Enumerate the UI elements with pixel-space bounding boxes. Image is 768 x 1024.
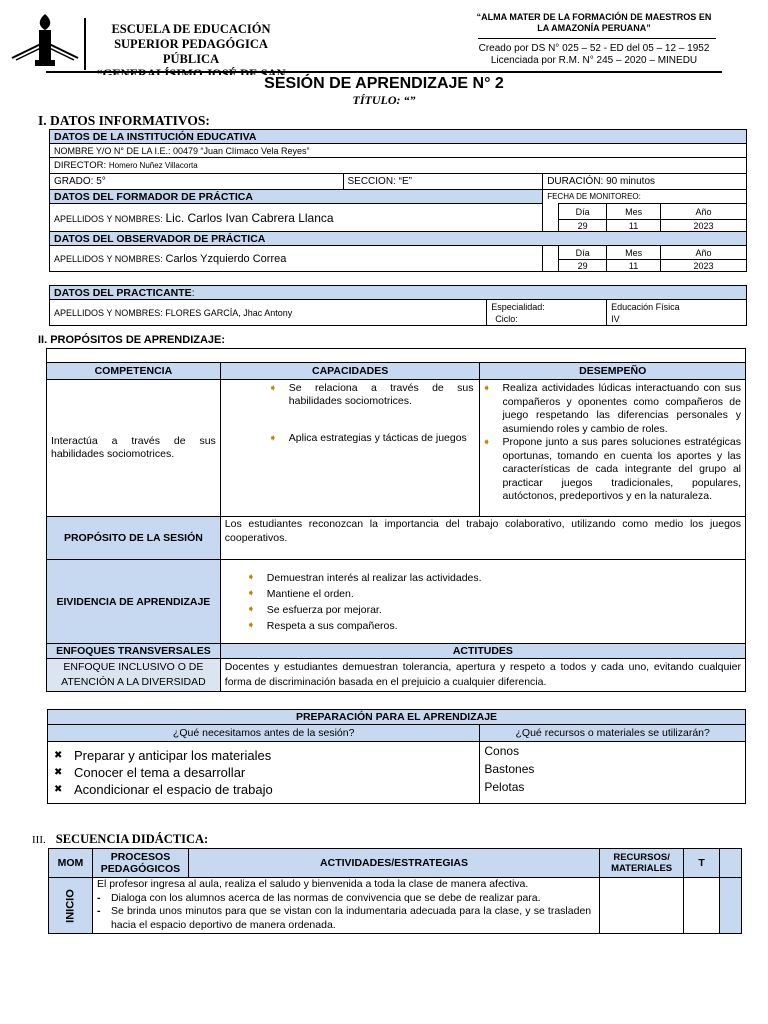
date2-day: 29: [559, 260, 607, 272]
evidencia-text: Demuestran interés al realizar las actividades.: [266, 571, 482, 584]
arrow-bullet-icon: ➧: [482, 437, 491, 448]
page-title: SESIÓN DE APRENDIZAJE N° 2: [264, 75, 504, 92]
col-mom: MOM: [49, 849, 93, 878]
creation-decree: Creado por DS N° 025 – 52 - ED del 05 – 12 – 1952: [478, 43, 710, 54]
school-name-line1: ESCUELA DE EDUCACIÓN: [111, 22, 271, 36]
especialidad-value: Educación Física: [611, 301, 680, 312]
x-bullet-icon: ✖: [54, 784, 63, 795]
col-recursos: ¿Qué recursos o materiales se utilizarán?: [480, 725, 746, 742]
mom-inicio-label: INICIO: [64, 888, 77, 923]
evidencia-text: Se esfuerza por mejorar.: [266, 603, 382, 616]
school-name: [86, 22, 296, 75]
col-actividades: ACTIVIDADES/ESTRATEGIAS: [188, 849, 599, 878]
desempeno-text: Realiza actividades lúdicas interactuando con sus compañeros y oponentes como compañeros de juego respetando las diferencias personales y asumiendo roles y cambio de roles.: [502, 382, 741, 435]
observador-row: [50, 246, 543, 272]
section-heading-datos: I. DATOS INFORMATIVOS:: [38, 113, 210, 128]
director-row: [50, 158, 747, 174]
antes-text: Preparar y anticipar los materiales: [74, 748, 272, 763]
antes-text: Conocer el tema a desarrollar: [74, 765, 246, 780]
dia-label: Día: [559, 204, 607, 220]
practicante-header-colon: :: [191, 286, 195, 299]
dash-bullet-icon: -: [96, 905, 101, 917]
mom-inicio: [49, 878, 93, 934]
motto: “ALMA MATER DE LA FORMACIÓN DE MAESTROS EN LA AMAZONÍA PERUANA”: [476, 12, 712, 33]
observador-name: Carlos Yzquierdo Correa: [165, 252, 287, 265]
fecha-monitoreo-label: FECHA DE MONITOREO:: [543, 190, 747, 204]
actividad-item: [97, 892, 591, 906]
date1-year: 2023: [661, 220, 747, 232]
duracion: DURACIÓN: 90 minutos: [543, 174, 747, 190]
date2-year: 2023: [661, 260, 747, 272]
desempeno-text: Propone junto a sus pares soluciones estratégicas oportunas, tomando en cuenta los aportes y las características de cada integrante del grupo al practicar juegos tradicionales, populares, autóctonos, predeportivos y en la naturaleza.: [502, 436, 741, 502]
col-capacidades: CAPACIDADES: [220, 363, 480, 380]
evidencia-label: EIVIDENCIA DE APRENDIZAJE: [47, 560, 221, 644]
actitudes-label: ACTITUDES: [220, 644, 745, 659]
extra-empty: [720, 878, 742, 934]
actividad-item: [97, 905, 591, 932]
x-bullet-icon: ✖: [54, 750, 63, 761]
actividad-text: Dialoga con los alumnos acerca de las normas de convivencia que se debe de realizar para.: [110, 891, 541, 904]
preparacion-table: [47, 709, 746, 804]
section-number: III.: [32, 834, 46, 846]
proposito-text: Los estudiantes reconozcan la importancia del trabajo colaborativo, utilizando como medio los juegos cooperativos.: [220, 517, 745, 560]
x-bullet-icon: ✖: [54, 767, 63, 778]
seccion: SECCION: “E”: [343, 174, 543, 190]
col-procesos: PROCESOS PEDAGÓGICOS: [92, 849, 188, 878]
actividad-intro: El profesor ingresa al aula, realiza el saludo y bienvenida a toda la clase de manera afectiva.: [96, 878, 529, 890]
desempeno-item: [482, 436, 741, 504]
evidencia-item: [247, 602, 741, 618]
institution-name: NOMBRE Y/O N° DE LA I.E.: 00479 “Juan Clímaco Vela Reyes”: [50, 144, 747, 158]
evidencia-item: [247, 586, 741, 602]
competencia-cell: Interactúa a través de sus habilidades sociomotrices.: [47, 380, 221, 517]
capacidades-cell: [220, 380, 480, 517]
especialidad-label: Especialidad:: [491, 301, 545, 312]
capacidad-text: Se relaciona a través de sus habilidades sociomotrices.: [288, 382, 474, 407]
mes-label: Mes: [607, 204, 661, 220]
evidencia-list: [247, 570, 741, 634]
secuencia-table: [48, 848, 742, 934]
antes-item: [54, 747, 475, 764]
dia-label: Día: [559, 246, 607, 260]
license: Licenciada por R.M. N° 245 – 2020 – MINEDU: [490, 55, 698, 66]
capacidad-item: [269, 432, 474, 445]
evidencia-item: [247, 570, 741, 586]
enfoques-label: ENFOQUES TRANSVERSALES: [47, 644, 221, 659]
arrow-bullet-icon: ➧: [268, 383, 278, 394]
anio-label: Año: [661, 246, 747, 260]
recurso-item: Bastones: [484, 762, 535, 776]
arrow-bullet-icon: ➧: [246, 619, 256, 631]
col-extra: [720, 849, 742, 878]
ciclo-value: IV: [611, 313, 620, 324]
arrow-bullet-icon: ➧: [482, 383, 491, 394]
practicante-header: [50, 286, 747, 300]
antes-list: [54, 747, 475, 798]
section-heading-secuencia: [32, 832, 208, 847]
enfoque-value: ENFOQUE INCLUSIVO O DE ATENCIÓN A LA DIVERSIDAD: [47, 659, 221, 692]
capacidad-item: [269, 382, 474, 408]
page-subtitle: TÍTULO: “”: [352, 93, 416, 107]
datos-informativos-table: [49, 129, 747, 272]
school-name-line2: SUPERIOR PEDAGÓGICA PÚBLICA: [114, 37, 268, 66]
formador-header: DATOS DEL FORMADOR DE PRÁCTICA: [50, 190, 543, 204]
antes-text: Acondicionar el espacio de trabajo: [74, 782, 273, 797]
capacidades-list: [269, 382, 474, 445]
inst-header: DATOS DE LA INSTITUCIÓN EDUCATIVA: [50, 130, 747, 144]
section-title: SECUENCIA DIDÁCTICA:: [55, 832, 209, 846]
actividad-text: Se brinda unos minutos para que se vistan con la indumentaria adecuada para la clase, y se trasladen hacia el espacio deportivo de manera ordenada.: [110, 905, 592, 931]
header-rule: [46, 71, 722, 73]
col-recursos-materiales: RECURSOS/ MATERIALES: [600, 849, 684, 878]
ciclo-label: Ciclo:: [495, 313, 518, 324]
col-competencia: COMPETENCIA: [47, 363, 221, 380]
observador-apellidos-label: APELLIDOS Y NOMBRES:: [54, 253, 163, 264]
desempeno-item: [482, 382, 741, 436]
date1-day: 29: [559, 220, 607, 232]
observador-header: DATOS DEL OBSERVADOR DE PRÁCTICA: [50, 232, 747, 246]
evidencia-text: Respeta a sus compañeros.: [266, 619, 398, 632]
formador-apellidos-label: APELLIDOS Y NOMBRES:: [54, 213, 163, 224]
formador-row: [50, 204, 543, 232]
recurso-item: Conos: [484, 744, 520, 758]
date2-month: 11: [607, 260, 661, 272]
school-logo: [8, 12, 82, 70]
spacer-cell: [543, 220, 559, 232]
propositos-table: [46, 348, 746, 692]
antes-item: [54, 781, 475, 798]
arrow-bullet-icon: ➧: [246, 571, 256, 583]
director-label: DIRECTOR:: [54, 160, 107, 171]
propositos-top-empty: [47, 349, 746, 363]
actitud-text: Docentes y estudiantes demuestran tolerancia, apertura y respeto a todos y cada uno, evitando cualquier forma de discriminación basada en el prejuicio a cualquier diferencia.: [220, 659, 745, 692]
practicante-table: [49, 285, 747, 326]
antes-item: [54, 764, 475, 781]
arrow-bullet-icon: ➧: [246, 603, 256, 615]
recursos-cell: [480, 742, 746, 804]
arrow-bullet-icon: ➧: [246, 587, 256, 599]
preparacion-header: PREPARACIÓN PARA EL APRENDIZAJE: [48, 710, 746, 725]
mes-label: Mes: [607, 246, 661, 260]
dash-bullet-icon: -: [96, 891, 101, 904]
date1-month: 11: [607, 220, 661, 232]
section-heading-propositos: II. PROPÓSITOS DE APRENDIZAJE:: [38, 334, 226, 346]
practicante-header-text: DATOS DEL PRACTICANTE: [54, 286, 192, 299]
grado: GRADO: 5°: [50, 174, 344, 190]
header-divider-right: [478, 38, 716, 39]
especialidad-ciclo-values: [607, 300, 747, 326]
actividad-list: [97, 892, 591, 933]
antes-cell: [48, 742, 480, 804]
evidencia-item: [247, 618, 741, 634]
practicante-name: APELLIDOS Y NOMBRES: FLORES GARCÍA, Jhac Antony: [50, 300, 487, 326]
evidencia-cell: [220, 560, 745, 644]
formador-name: Lic. Carlos Ivan Cabrera Llanca: [165, 210, 334, 225]
spacer-cell: [543, 260, 559, 272]
arrow-bullet-icon: ➧: [268, 433, 278, 444]
desempeno-cell: [480, 380, 746, 517]
desempeno-list: [482, 382, 741, 504]
director-value: Homero Nuñez Villacorta: [108, 161, 198, 170]
proposito-label: PROPÓSITO DE LA SESIÓN: [47, 517, 221, 560]
spacer-cell: [543, 246, 559, 260]
recurso-item: Pelotas: [484, 780, 525, 794]
t-empty: [684, 878, 720, 934]
anio-label: Año: [661, 204, 747, 220]
col-t: T: [684, 849, 720, 878]
evidencia-text: Mantiene el orden.: [266, 587, 354, 600]
recursos-empty: [600, 878, 684, 934]
capacidad-text: Aplica estrategias y tácticas de juegos: [288, 432, 467, 444]
actividades-cell: [92, 878, 599, 934]
col-desempeno: DESEMPEÑO: [480, 363, 746, 380]
especialidad-ciclo-labels: [487, 300, 607, 326]
spacer-cell: [543, 204, 559, 220]
col-antes: ¿Qué necesitamos antes de la sesión?: [48, 725, 480, 742]
